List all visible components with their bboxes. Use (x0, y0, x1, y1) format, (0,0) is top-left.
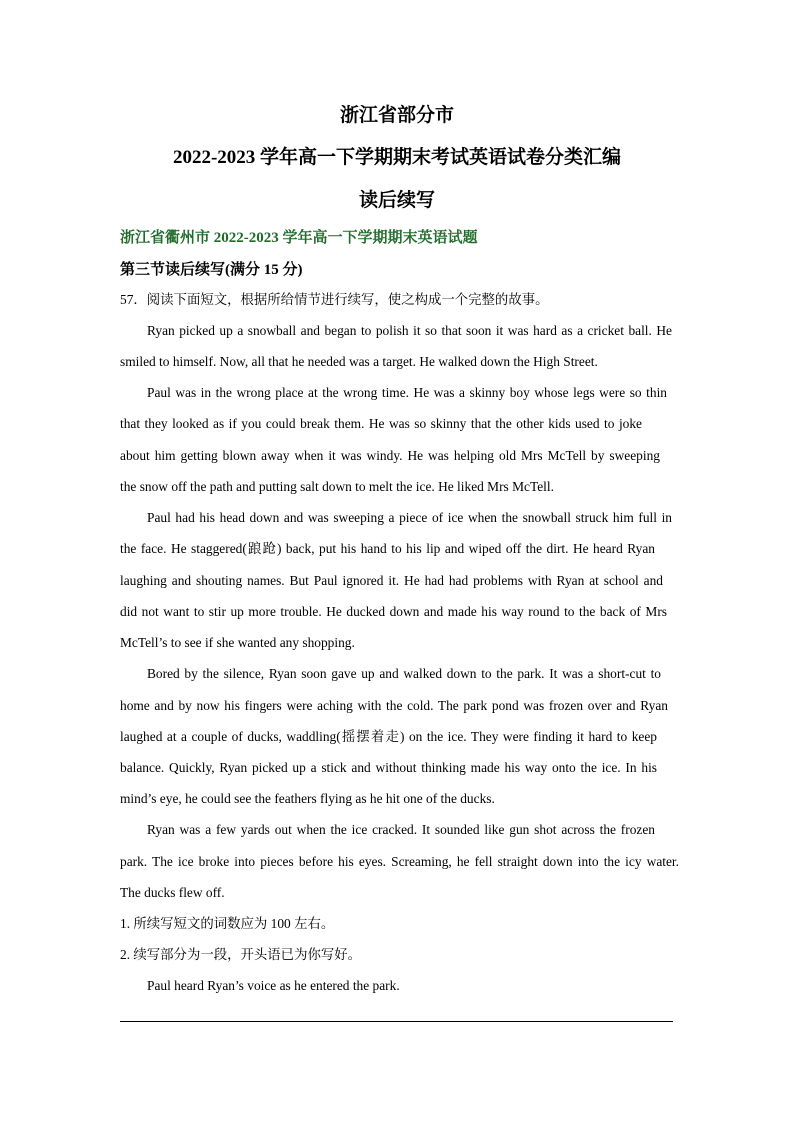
passage-line: did not want to stir up more trouble. He ducked down and made his way round to the back of Mrs (120, 604, 667, 619)
opening-sentence: Paul heard Ryan’s voice as he entered the park. (147, 978, 400, 993)
rule-item: 1. 所续写短文的词数应为 100 左右。 (120, 916, 335, 931)
passage-line: home and by now his fingers were aching with the cold. The park pond was frozen over and Ryan (120, 698, 668, 713)
passage-line: mind’s eye, he could see the feathers flying as he hit one of the ducks. (120, 791, 495, 806)
answer-line[interactable] (120, 1021, 673, 1022)
doc-title-region: 浙江省部分市 (339, 105, 454, 126)
passage-line: the snow off the path and putting salt down to melt the ice. He liked Mrs McTell. (120, 479, 554, 494)
passage-line: Ryan picked up a snowball and began to polish it so that soon it was hard as a cricket ball. He (147, 323, 672, 338)
passage-line: smiled to himself. Now, all that he needed was a target. He walked down the High Street. (120, 354, 598, 369)
rule-item: 2. 续写部分为一段，开头语已为你写好。 (120, 947, 362, 962)
doc-title-exam: 2022-2023 学年高一下学期期末考试英语试卷分类汇编 (172, 147, 622, 168)
passage-line: Paul had his head down and was sweeping a piece of ice when the snowball struck him full in (147, 510, 672, 525)
passage-line: The ducks flew off. (120, 885, 225, 900)
part-heading: 第三节读后续写(满分 15 分) (120, 262, 303, 278)
passage-line: Bored by the silence, Ryan soon gave up and walked down to the park. It was a short-cut to (147, 666, 661, 681)
passage-line: McTell’s to see if she wanted any shopping. (120, 635, 355, 650)
passage-line: park. The ice broke into pieces before his eyes. Screaming, he fell straight down into the icy water. (120, 854, 679, 869)
passage-line: balance. Quickly, Ryan picked up a stick and without thinking made his way onto the ice. In his (120, 760, 657, 775)
passage-line: laughing and shouting names. But Paul ignored it. He had had problems with Ryan at school and (120, 573, 663, 588)
passage-line: the face. He staggered(踉跄) back, put his hand to his lip and wiped off the dirt. He heard Ryan (120, 541, 655, 556)
passage-line: that they looked as if you could break them. He was so skinny that the other kids used to joke (120, 416, 642, 431)
passage-line: about him getting blown away when it was windy. He was helping old Mrs McTell by sweeping (120, 448, 660, 463)
source-heading: 浙江省衢州市 2022-2023 学年高一下学期期末英语试题 (120, 230, 478, 246)
doc-title-topic: 读后续写 (358, 190, 435, 211)
passage-line: Paul was in the wrong place at the wrong time. He was a skinny boy whose legs were so thin (147, 385, 667, 400)
question-instruction: 57．阅读下面短文，根据所给情节进行续写，使之构成一个完整的故事。 (120, 292, 549, 307)
passage-line: laughed at a couple of ducks, waddling(摇摆着走) on the ice. They were finding it hard to keep (120, 729, 657, 744)
passage-line: Ryan was a few yards out when the ice cracked. It sounded like gun shot across the frozen (147, 822, 655, 837)
